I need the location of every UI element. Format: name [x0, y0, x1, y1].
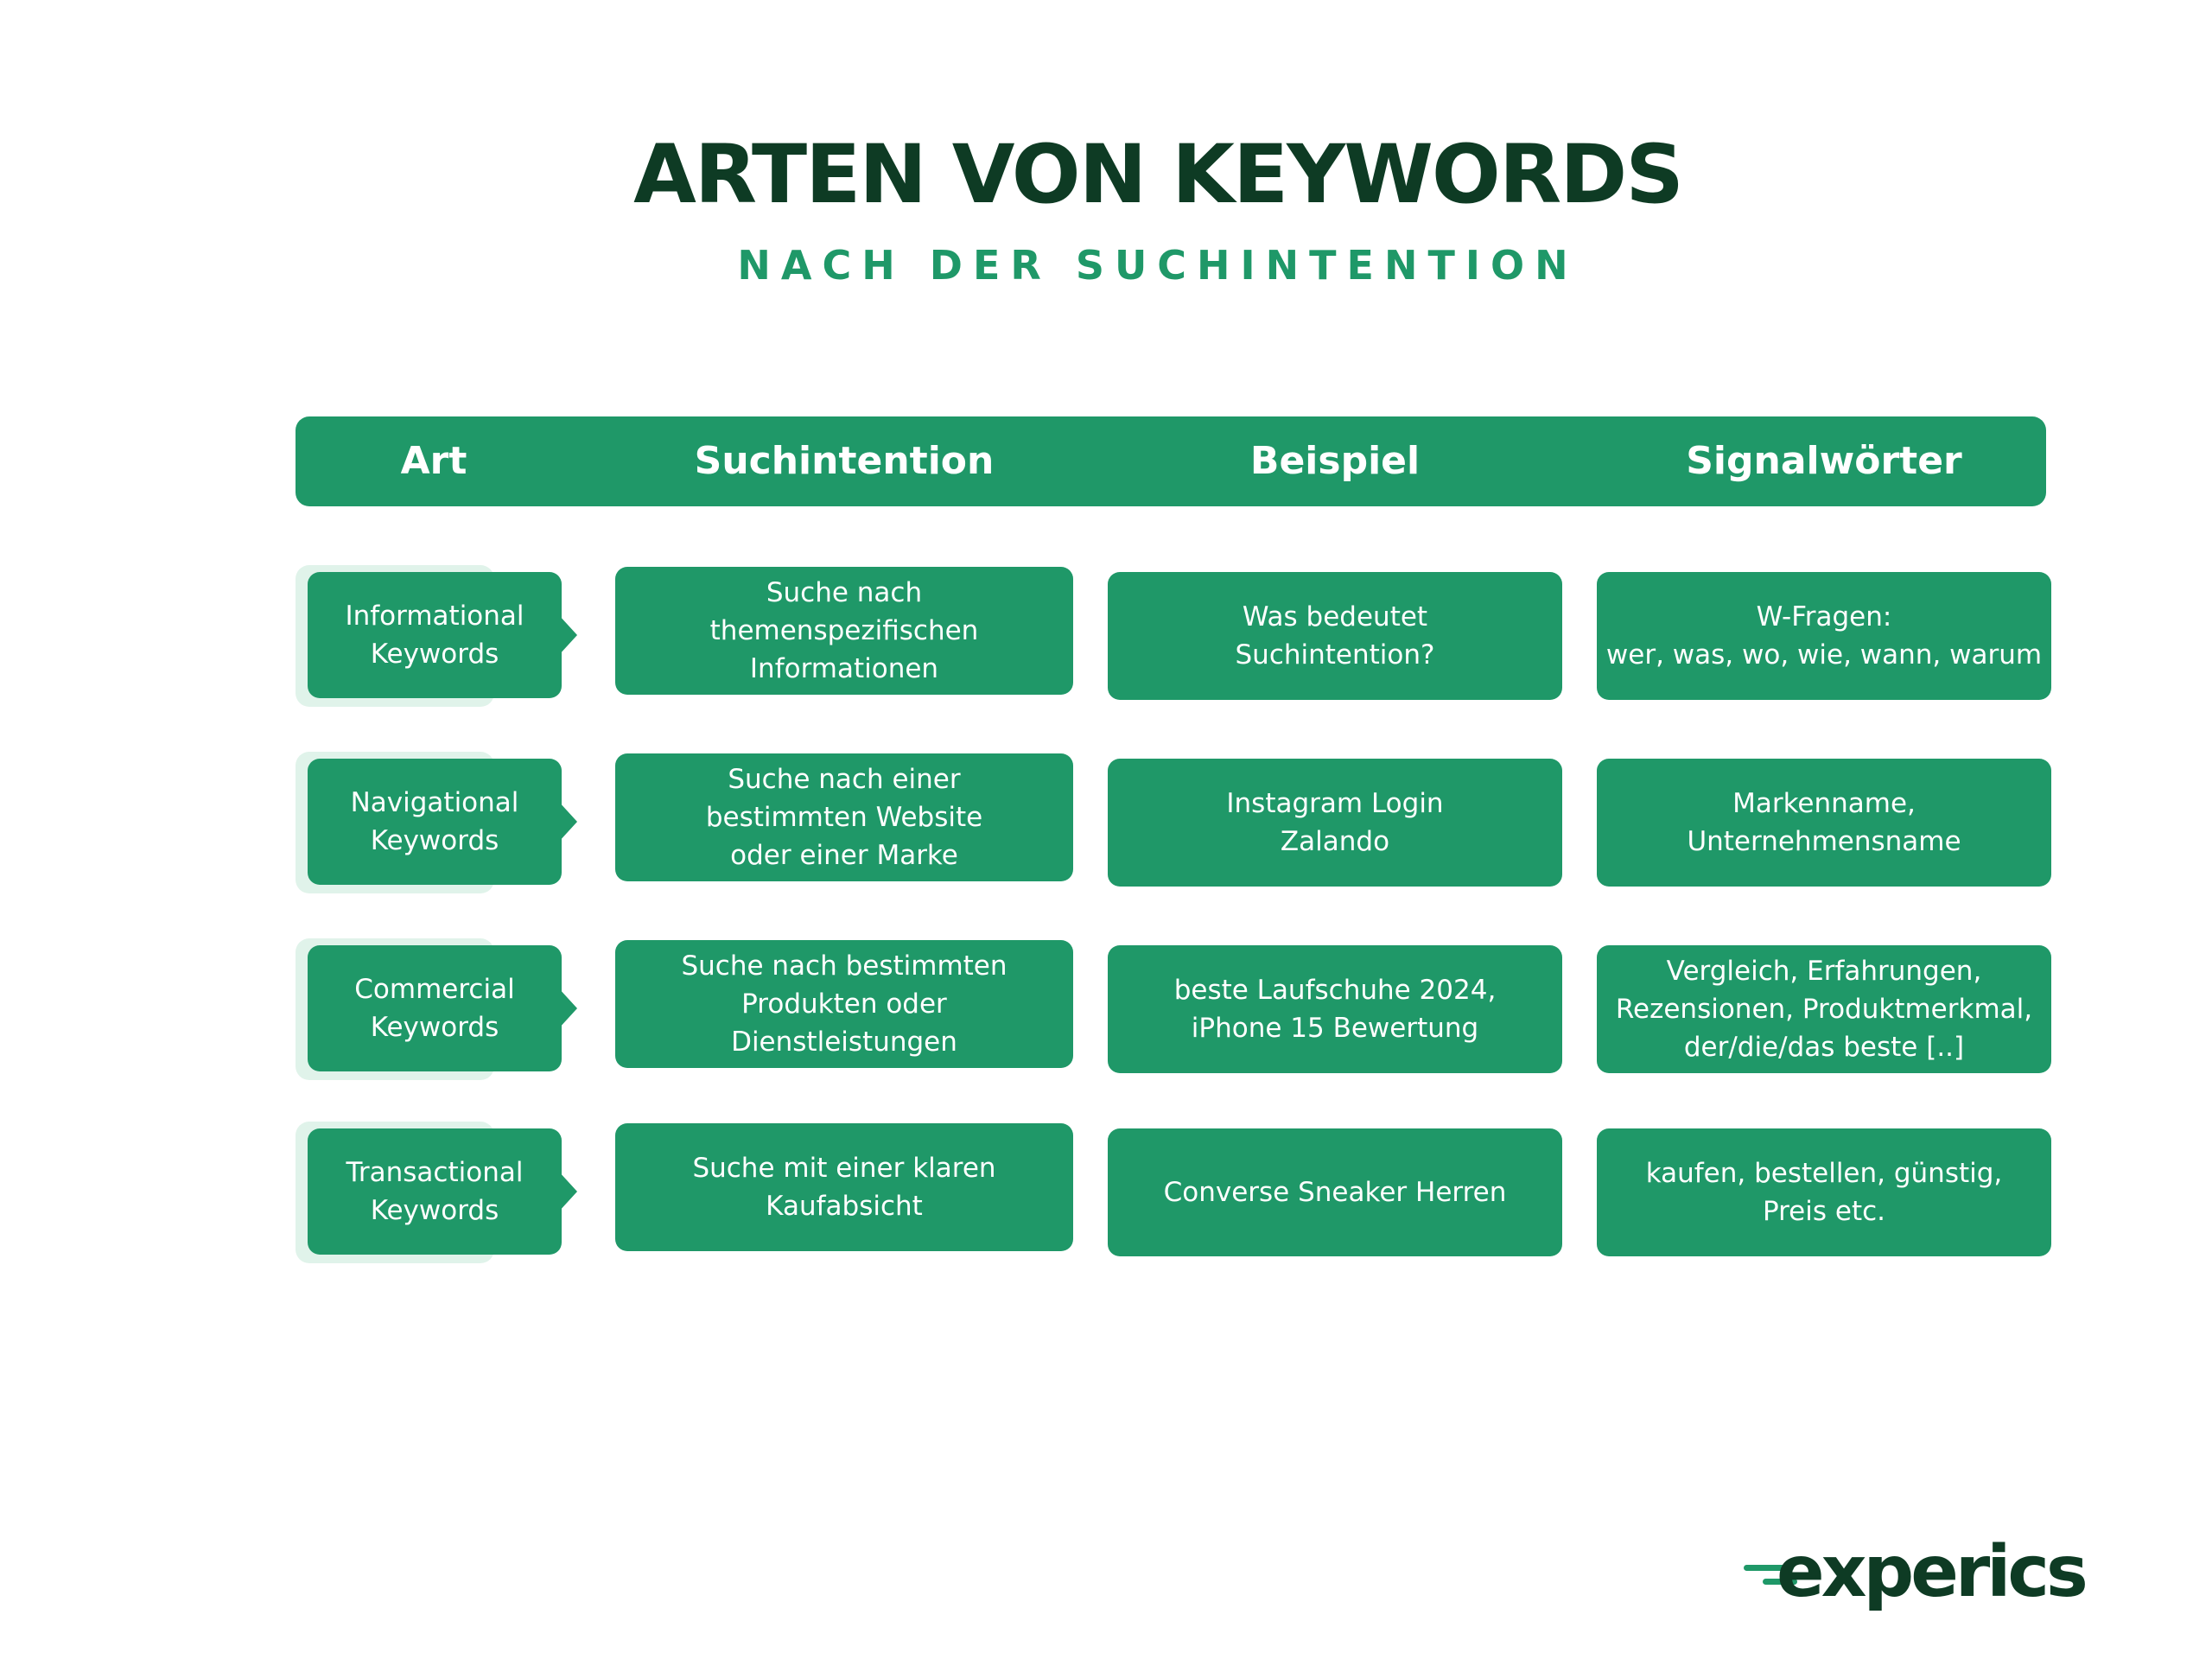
page-title: ARTEN VON KEYWORDS [633, 128, 1682, 222]
suchintention-text: Suche nach bestimmten Produkten oder Dienstleistungen [681, 950, 1007, 1058]
beispiel-cell [1108, 1128, 1562, 1256]
signalwoerter-text: W-Fragen: wer, was, wo, wie, wann, warum [1605, 601, 2043, 671]
signalwoerter-cell [1597, 572, 2051, 700]
suchintention-cell [615, 1123, 1073, 1251]
signalwoerter-cell [1597, 1128, 2051, 1256]
table-row [296, 1122, 2046, 1263]
header-art: Art [400, 439, 467, 483]
table-row [296, 565, 2046, 707]
suchintention-cell [615, 753, 1073, 881]
art-label: Commercial Keywords [354, 974, 515, 1043]
signalwoerter-text: Markenname, Unternehmensname [1687, 788, 1961, 857]
beispiel-text: Was bedeutet Suchintention? [1235, 601, 1435, 671]
signalwoerter-cell [1597, 759, 2051, 887]
art-label: Transactional Keywords [346, 1157, 524, 1226]
art-label: Informational Keywords [345, 601, 524, 670]
beispiel-cell [1108, 945, 1562, 1073]
logo-text: experics [1777, 1531, 2085, 1613]
beispiel-cell [1108, 759, 1562, 887]
art-label: Navigational Keywords [350, 787, 519, 856]
signalwoerter-text: Vergleich, Erfahrungen, Rezensionen, Produktmerkmal, der/die/das beste [..] [1615, 956, 2033, 1063]
signalwoerter-cell [1597, 945, 2051, 1073]
suchintention-text: Suche nach einer bestimmten Website oder einer Marke [705, 764, 983, 871]
beispiel-text: beste Laufschuhe 2024, iPhone 15 Bewertung [1173, 975, 1497, 1044]
beispiel-cell [1108, 572, 1562, 700]
table-row [296, 752, 2046, 893]
experics-logo [1744, 1529, 2085, 1616]
beispiel-text: Converse Sneaker Herren [1163, 1177, 1507, 1208]
suchintention-text: Suche mit einer klaren Kaufabsicht [692, 1153, 996, 1222]
suchintention-cell [615, 940, 1073, 1068]
page-subtitle: NACH DER SUCHINTENTION [737, 242, 1579, 289]
suchintention-text: Suche nach themenspezifischen Informationen [709, 577, 979, 684]
suchintention-cell [615, 567, 1073, 695]
header-suchintention: Suchintention [694, 439, 995, 483]
header-signalwoerter: Signalwörter [1686, 439, 1962, 483]
signalwoerter-text: kaufen, bestellen, günstig, Preis etc. [1645, 1158, 2003, 1227]
header-beispiel: Beispiel [1249, 439, 1421, 483]
beispiel-text: Instagram Login Zalando [1226, 788, 1444, 857]
table-row [296, 938, 2046, 1080]
table-header [296, 416, 2046, 506]
